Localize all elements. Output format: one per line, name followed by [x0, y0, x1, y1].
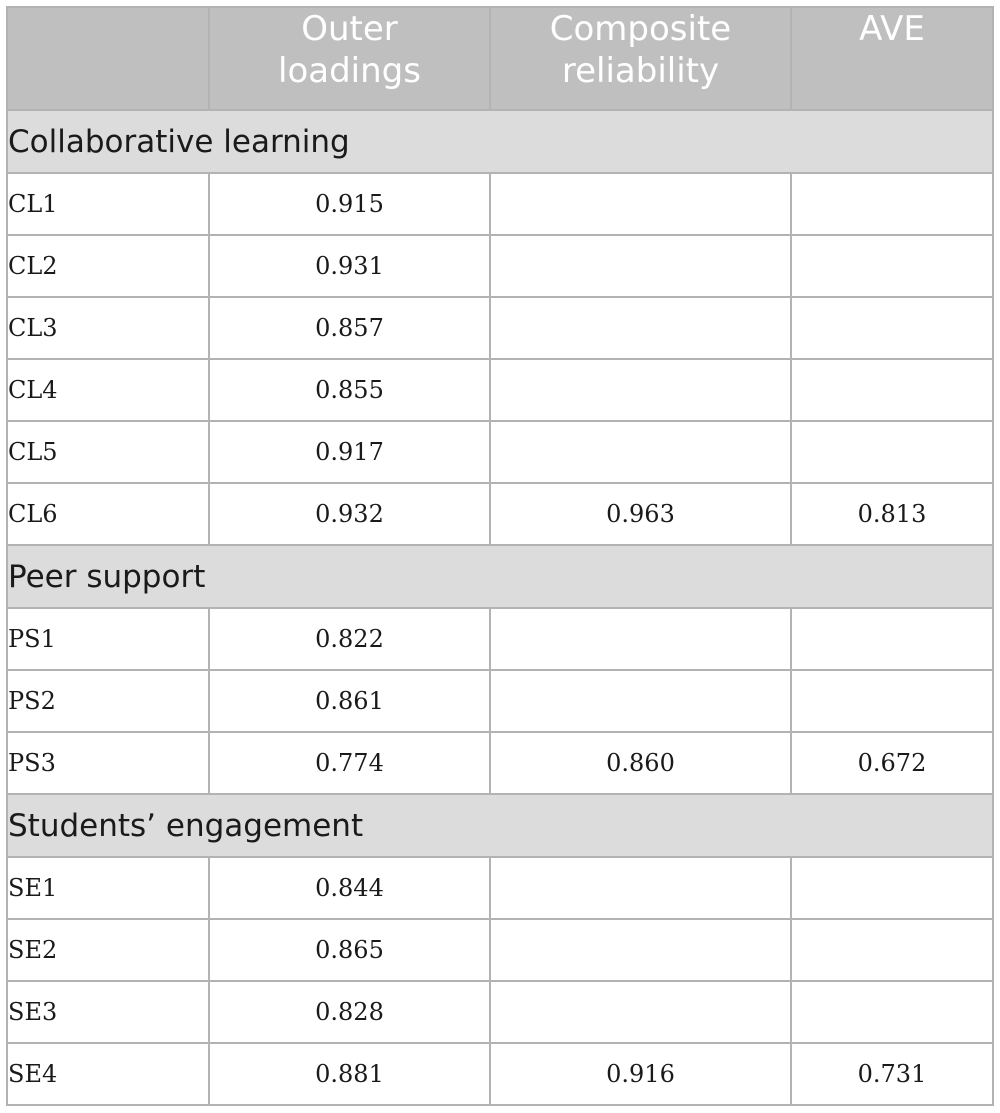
ave-value: 0.813 [791, 483, 993, 545]
ave-value [791, 981, 993, 1043]
item-label: SE3 [7, 981, 209, 1043]
item-label: SE4 [7, 1043, 209, 1105]
table-row [7, 359, 993, 421]
composite-reliability-value [490, 981, 791, 1043]
outer-loading-value: 0.822 [209, 608, 490, 670]
outer-loading-value: 0.881 [209, 1043, 490, 1105]
ave-value [791, 235, 993, 297]
table-row [7, 173, 993, 235]
outer-loading-value: 0.932 [209, 483, 490, 545]
composite-reliability-value [490, 919, 791, 981]
ave-value: 0.731 [791, 1043, 993, 1105]
ave-value [791, 359, 993, 421]
outer-loading-value: 0.917 [209, 421, 490, 483]
group-name: Students’ engagement [7, 794, 993, 857]
composite-reliability-value [490, 297, 791, 359]
composite-reliability-value: 0.860 [490, 732, 791, 794]
group-header-row [7, 110, 993, 173]
ave-value [791, 173, 993, 235]
header-outer-loadings: Outer loadings [209, 7, 490, 110]
composite-reliability-value [490, 359, 791, 421]
item-label: PS1 [7, 608, 209, 670]
outer-loading-value: 0.844 [209, 857, 490, 919]
item-label: CL1 [7, 173, 209, 235]
header-row [7, 7, 993, 110]
table-row [7, 421, 993, 483]
composite-reliability-value [490, 235, 791, 297]
composite-reliability-value [490, 857, 791, 919]
table-body [7, 110, 993, 1105]
group-header-row [7, 545, 993, 608]
outer-loading-value: 0.861 [209, 670, 490, 732]
item-label: CL3 [7, 297, 209, 359]
group-header-row [7, 794, 993, 857]
outer-loading-value: 0.828 [209, 981, 490, 1043]
ave-value [791, 670, 993, 732]
table-row [7, 670, 993, 732]
composite-reliability-value [490, 173, 791, 235]
table-row [7, 297, 993, 359]
header-composite-reliability: Composite reliability [490, 7, 791, 110]
ave-value: 0.672 [791, 732, 993, 794]
item-label: CL2 [7, 235, 209, 297]
outer-loading-value: 0.857 [209, 297, 490, 359]
table-row [7, 235, 993, 297]
table-row [7, 732, 993, 794]
outer-loading-value: 0.865 [209, 919, 490, 981]
ave-value [791, 919, 993, 981]
ave-value [791, 421, 993, 483]
composite-reliability-value [490, 608, 791, 670]
ave-value [791, 608, 993, 670]
header-item [7, 7, 209, 110]
item-label: CL4 [7, 359, 209, 421]
header-ave: AVE [791, 7, 993, 110]
outer-loading-value: 0.915 [209, 173, 490, 235]
outer-loading-value: 0.774 [209, 732, 490, 794]
outer-loading-value: 0.931 [209, 235, 490, 297]
composite-reliability-value [490, 421, 791, 483]
composite-reliability-value [490, 670, 791, 732]
item-label: SE1 [7, 857, 209, 919]
item-label: PS3 [7, 732, 209, 794]
ave-value [791, 297, 993, 359]
item-label: PS2 [7, 670, 209, 732]
item-label: CL6 [7, 483, 209, 545]
group-name: Collaborative learning [7, 110, 993, 173]
table-row [7, 608, 993, 670]
table-row [7, 1043, 993, 1105]
measurement-model-table [6, 6, 994, 1106]
table-row [7, 919, 993, 981]
table-row [7, 857, 993, 919]
composite-reliability-value: 0.963 [490, 483, 791, 545]
ave-value [791, 857, 993, 919]
group-name: Peer support [7, 545, 993, 608]
composite-reliability-value: 0.916 [490, 1043, 791, 1105]
item-label: SE2 [7, 919, 209, 981]
table-row [7, 483, 993, 545]
outer-loading-value: 0.855 [209, 359, 490, 421]
item-label: CL5 [7, 421, 209, 483]
table-row [7, 981, 993, 1043]
